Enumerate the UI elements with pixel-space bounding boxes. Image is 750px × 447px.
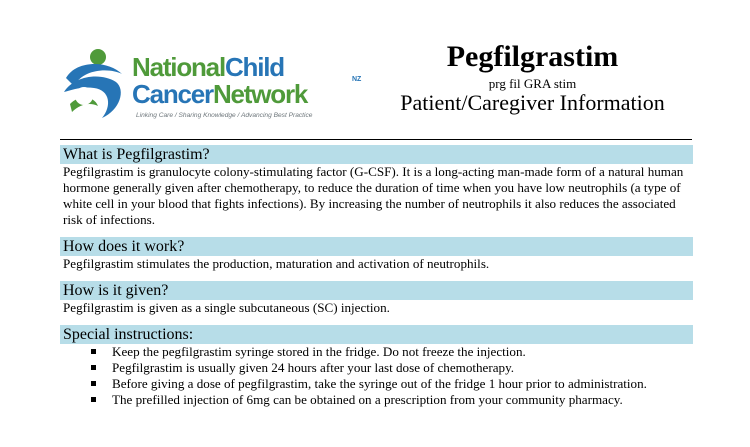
logo-word-cancer: Cancer [132,79,213,109]
section-heading-given: How is it given? [60,281,693,300]
page-subtitle: Patient/Caregiver Information [400,90,665,115]
section-heading-how: How does it work? [60,237,693,256]
section-heading-special: Special instructions: [60,325,693,344]
list-item [60,392,693,408]
list-item-text: Keep the pegfilgrastim syringe stored in the fridge. Do not freeze the injection. [112,344,526,359]
header-divider [60,139,692,140]
section-body-how: Pegfilgrastim stimulates the production, maturation and activation of neutrophils. [63,256,490,271]
logo-word-national: National [132,52,225,82]
bullet-icon [91,381,96,386]
list-item-text: Before giving a dose of pegfilgrastim, take the syringe out of the fridge 1 hour prior to administration. [112,376,647,391]
list-item [60,344,693,360]
logo-tagline: Linking Care / Sharing Knowledge / Advancing Best Practice [136,112,313,119]
logo-word-network: Network [212,79,308,109]
list-item [60,376,693,392]
logo-text-line1 [132,54,284,80]
title-block [380,40,685,115]
pronunciation: prg fil GRA stim [488,76,577,91]
logo-country: NZ [352,76,362,83]
list-item-text: The prefilled injection of 6mg can be obtained on a prescription from your community pharmacy. [112,392,623,407]
nccn-figure-logo-icon [60,46,130,124]
page-title: Pegfilgrastim [446,40,619,73]
bullet-icon [91,349,96,354]
section-body-given: Pegfilgrastim is given as a single subcutaneous (SC) injection. [63,300,390,315]
nccn-logo [60,40,360,135]
list-item-text: Pegfilgrastim is usually given 24 hours after your last dose of chemotherapy. [112,360,515,375]
section-heading-what: What is Pegfilgrastim? [60,145,693,164]
logo-text-line2 [132,81,307,107]
document-body [60,145,693,408]
logo-word-child: Child [224,52,284,82]
bullet-icon [91,365,96,370]
section-body-what: Pegfilgrastim is granulocyte colony-stimulating factor (G-CSF). It is a long-acting man-made form of a natural human hormone generally given after chemotherapy, to reduce the duration of time when you have low neutrophils (a type of white cell in your blood that fights infections). By increasing the number of neutrophils it also reduces the associated risk of infections. [63,164,684,227]
bullet-icon [91,397,96,402]
special-instructions-list [60,344,693,408]
list-item [60,360,693,376]
